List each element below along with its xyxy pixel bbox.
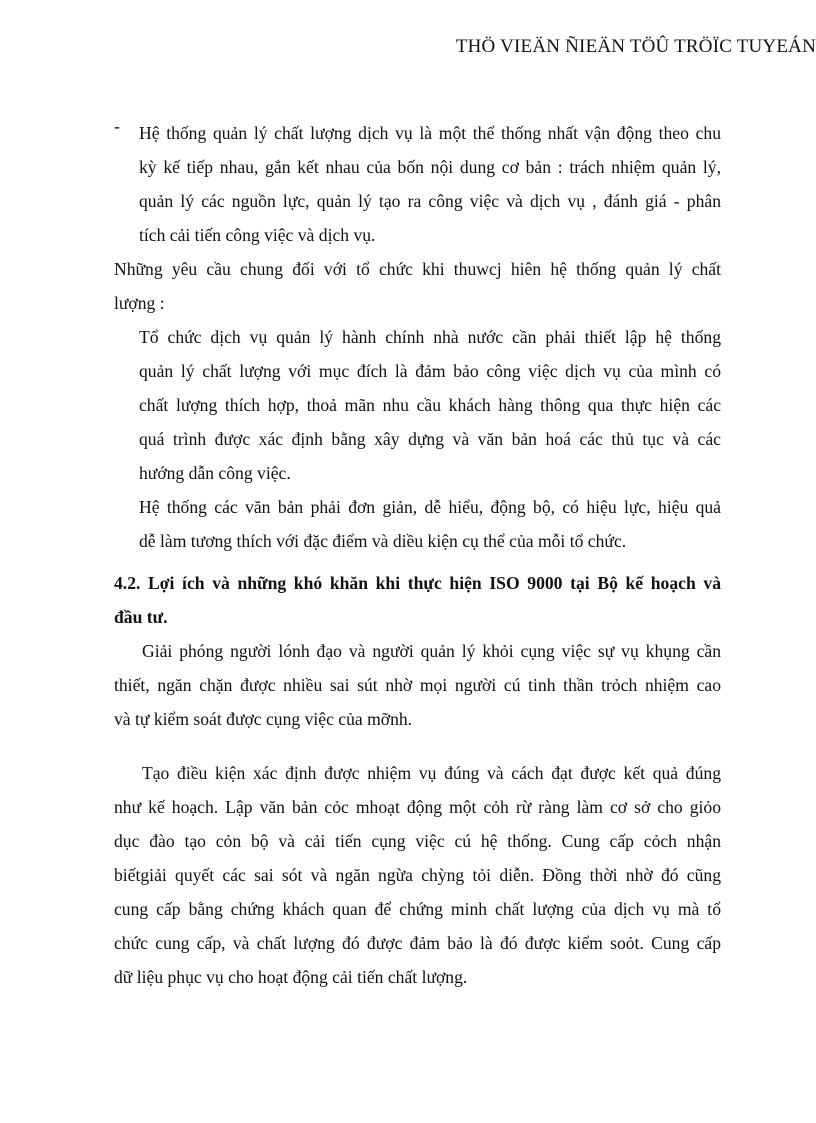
text-line: Tổ chức dịch vụ quản lý hành chính nhà nước cần phải thiết lập hệ thống xyxy=(139,327,721,347)
text-line: thiết, ngăn chặn được nhiều sai sút nhờ mọi người cú tinh thần trỏch nhiệm cao xyxy=(114,675,721,695)
text-line: Hệ thống các văn bản phải đơn giản, dễ hiểu, động bộ, có hiệu lực, hiệu quả xyxy=(139,497,721,517)
text-line: quản lý các nguồn lực, quản lý tạo ra công việc và dịch vụ , đánh giá - phân xyxy=(139,191,721,211)
text-line: quá trình được xác định bằng xây dựng và văn bản hoá các thủ tục và các xyxy=(139,429,721,449)
text-line: chất lượng thích hợp, thoả mãn nhu cầu khách hàng thông qua thực hiện các xyxy=(139,395,721,415)
heading-line: 4.2. Lợi ích và những khó khăn khi thực hiện ISO 9000 tại Bộ kế hoạch và xyxy=(114,573,721,593)
running-header: THÖ VIEÄN ÑIEÄN TÖÛ TRÖÏC TUYEÁN xyxy=(455,36,816,57)
text-line: tích cải tiến công việc và dịch vụ. xyxy=(139,225,376,245)
box-bullet-item xyxy=(114,320,721,490)
text-line: cung cấp bằng chứng khách quan để chứng minh chất lượng của dịch vụ mà tổ xyxy=(114,899,721,919)
text-line: Hệ thống quản lý chất lượng dịch vụ là một thể thống nhất vận động theo chu xyxy=(139,123,721,143)
text-line: chức cung cấp, và chất lượng đó được đảm bảo là đó được kiểm soỏt. Cung cấp xyxy=(114,933,721,953)
box-bullet-item xyxy=(114,490,721,558)
text-line: Tạo điều kiện xác định được nhiệm vụ đúng và cách đạt được kết quả đúng xyxy=(142,763,721,783)
requirements-paragraph xyxy=(114,252,721,320)
text-line: Giải phóng người lónh đạo và người quản lý khỏi cụng việc sự vụ khụng cần xyxy=(142,641,721,661)
section-heading xyxy=(114,566,721,634)
dash-marker: - xyxy=(114,116,120,136)
text-line: hướng dẫn công việc. xyxy=(139,463,291,483)
text-line: kỳ kế tiếp nhau, gắn kết nhau của bốn nội dung cơ bản : trách nhiệm quản lý, xyxy=(139,157,721,177)
text-line: biếtgiải quyết các sai sót và ngăn ngừa chỳng tỏi diễn. Đồng thời nhờ đó cũng xyxy=(114,865,721,885)
text-line: quản lý chất lượng với mục đích là đảm bảo công việc dịch vụ của mình có xyxy=(139,361,721,381)
text-line: dục đào tạo cỏn bộ và cải tiến cụng việc cú hệ thống. Cung cấp cỏch nhận xyxy=(114,831,721,851)
text-line: lượng : xyxy=(114,293,165,313)
text-line: dữ liệu phục vụ cho hoạt động cải tiến chất lượng. xyxy=(114,967,468,987)
document-body xyxy=(114,116,721,994)
dash-bullet-item xyxy=(114,116,721,252)
heading-line: đầu tư. xyxy=(114,607,168,627)
text-line: dễ làm tương thích với đặc điểm và diều kiện cụ thể của mỗi tổ chức. xyxy=(139,531,627,551)
text-line: và tự kiểm soát được cụng việc của mỡnh. xyxy=(114,709,413,729)
body-paragraph xyxy=(114,756,721,994)
text-line: Những yêu cầu chung đối với tổ chức khi thuwcj hiên hệ thống quản lý chất xyxy=(114,259,721,279)
text-line: như kế hoạch. Lập văn bản cỏc mhoạt động một cỏh rừ ràng làm cơ sở cho giỏo xyxy=(114,797,721,817)
body-paragraph xyxy=(114,634,721,736)
